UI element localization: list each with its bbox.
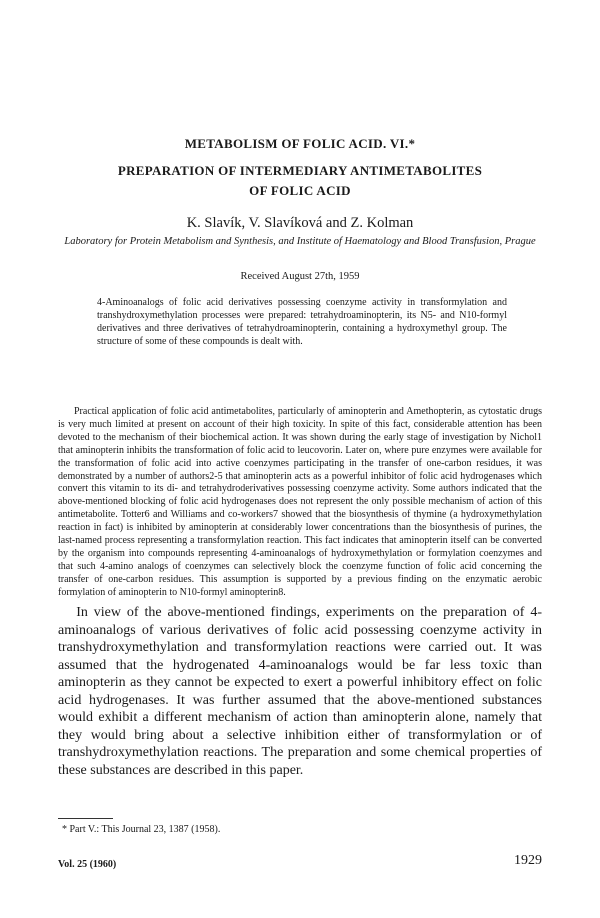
author-list: K. Slavík, V. Slavíková and Z. Kolman	[186, 215, 414, 231]
affiliation: Laboratory for Protein Metabolism and Synthesis, and Institute of Haematology and Blood Transfusion, Prague	[64, 236, 536, 247]
footnote: * Part V.: This Journal 23, 1387 (1958).	[62, 824, 221, 835]
footnote-divider	[58, 818, 113, 819]
page-number: 1929	[514, 853, 542, 868]
article-title-line-2: PREPARATION OF INTERMEDIARY ANTIMETABOLITES	[117, 163, 483, 178]
volume-label: Vol. 25 (1960)	[58, 859, 117, 870]
article-title-line-3: OF FOLIC ACID	[249, 183, 351, 198]
main-paragraph: In view of the above-mentioned findings, experiments on the preparation of 4-aminoanalogs of various derivatives of folic acid possessing coenzyme activity in transhydroxymethylation and transformylation reactions were carried out. It was assumed that the hydrogenated 4-aminoanalogs would be far less toxic than aminopterin as they cannot be expected to exert a powerful inhibitory effect on folic acid hydrogenases. It was further assumed that the above-mentioned substances would exhibit a different mechanism of action than aminopterin alone, namely that they would bring about a selective inhibition either of transformylation or of transhydroxymethylation reactions. The preparation and some chemical properties of these substances are described in this paper.	[58, 605, 542, 778]
abstract: 4-Aminoanalogs of folic acid derivatives possessing coenzyme activity in transformylation and transhydroxymethylation processes were prepared: tetrahydroaminopterin, its N5- and N10-formyl derivatives and three derivatives of tetrahydroaminopterin, containing a hydroxymethyl group. The structure of some of these compounds is dealt with.	[97, 297, 507, 347]
intro-paragraph: Practical application of folic acid antimetabolites, particularly of aminopterin and Amethopterin, as cytostatic drugs is very much limited at present on account of their high toxicity. In spite of this fact, considerable attention has been devoted to the mechanism of their biochemical action. It was shown during the early stage of investigation by Nichol1 that aminopterin inhibits the transformation of folic acid to leucovorin. Later on, where pure enzymes were available for the transformation of folic acid into active coenzymes participating in the transfer of one-carbon residues, it was demonstrated by a number of authors2-5 that aminopterin acts as a powerful inhibitor of folic acid hydrogenases which convert this vitamin to its di- and tetrahydroderivatives possessing coenzyme activity. Some authors indicated that the above-mentioned blocking of folic acid hydrogenases does not represent the only possible mechanism of action of this antimetabolite. Totter6 and Williams and co-workers7 showed that the biosynthesis of thymine (a hydroxymethylation reaction in fact) is inhibited by aminopterin at considerably lower concentrations than the biosynthesis of purines, the last-named process representing a transformylation reaction. This fact indicates that aminopterin itself can be converted by the organism into compounds representing 4-aminoanalogs of hydroxymethylation or formylation coenzymes and that such 4-amino analogs of coenzymes can selectively block the coenzyme function of folic acid concerning the transfer of one-carbon residues. This assumption is supported by a previous finding on the enzymatic aerobic formylation of aminopterin to N10-formyl aminopterin8.	[58, 406, 542, 598]
article-title-line-1: METABOLISM OF FOLIC ACID. VI.*	[184, 136, 416, 151]
received-date: Received August 27th, 1959	[240, 271, 360, 282]
